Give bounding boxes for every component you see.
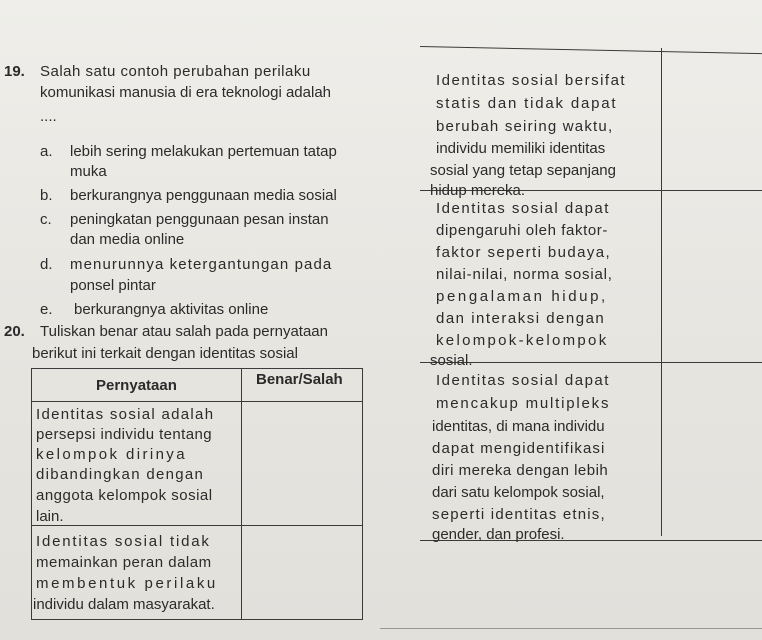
right-row-3-line-4: dapat mengidentifikasi [432, 440, 606, 457]
right-row-3-line-2: mencakup multipleks [436, 395, 611, 412]
q19-option-e-letter: e. [40, 301, 53, 318]
q19-option-c-line-2: dan media online [70, 231, 185, 248]
page-fold-line [380, 628, 762, 629]
right-row-1-answer-cell[interactable] [668, 70, 758, 186]
right-row-3-line-3: identitas, di mana individu [432, 418, 605, 435]
q19-option-e-line-1: berkurangnya aktivitas online [74, 301, 269, 318]
table-row-1-line-6: lain. [36, 508, 64, 525]
q19-option-a-line-1: lebih sering melakukan pertemuan tatap [70, 143, 337, 160]
table-row-1-line-5: anggota kelompok sosial [36, 487, 213, 504]
right-row-2-line-6: dan interaksi dengan [436, 310, 606, 327]
q19-option-d-line-1: menurunnya ketergantungan pada [70, 256, 333, 273]
right-row-2-line-4: nilai-nilai, norma sosial, [436, 266, 613, 283]
right-row-2-answer-cell[interactable] [668, 196, 758, 356]
right-row-3-answer-cell[interactable] [668, 370, 758, 534]
right-row-2-line-8: sosial. [430, 352, 473, 369]
table-row-1-line-4: dibandingkan dengan [36, 466, 205, 483]
q20-stem-line-2: berikut ini terkait dengan identitas sosial [32, 345, 298, 362]
q19-option-b-line-1: berkurangnya penggunaan media sosial [70, 187, 337, 204]
q19-option-b-letter: b. [40, 187, 53, 204]
q19-stem-line-2: komunikasi manusia di era teknologi adalah [40, 84, 332, 101]
right-row-3-line-5: diri mereka dengan lebih [432, 462, 609, 479]
right-row-1-line-6: hidup mereka. [430, 182, 526, 199]
right-table-column-divider [661, 48, 662, 536]
right-row-3-line-7: seperti identitas etnis, [432, 506, 606, 523]
table-column-divider [241, 369, 242, 619]
right-row-1-line-2: statis dan tidak dapat [436, 95, 618, 112]
q19-option-d-letter: d. [40, 256, 53, 273]
q19-option-a-line-2: muka [70, 163, 107, 180]
table-header-statement: Pernyataan [96, 377, 177, 394]
table-row-2-line-1: Identitas sosial tidak [36, 533, 211, 550]
q19-stem-line-3: .... [40, 108, 57, 125]
right-row-1-line-3: berubah seiring waktu, [436, 118, 614, 135]
right-row-1-line-4: individu memiliki identitas [436, 140, 606, 157]
q19-option-c-letter: c. [40, 211, 52, 228]
q19-number: 19. [4, 63, 25, 80]
right-row-1-line-5: sosial yang tetap sepanjang [430, 162, 616, 179]
right-row-2-line-7: kelompok-kelompok [436, 332, 609, 349]
table-header-answer: Benar/Salah [256, 371, 343, 388]
table-row-divider [32, 525, 362, 526]
right-row-2-line-1: Identitas sosial dapat [436, 200, 610, 217]
q19-option-a-letter: a. [40, 143, 53, 160]
right-row-3-line-8: gender, dan profesi. [432, 526, 565, 543]
right-row-2-line-3: faktor seperti budaya, [436, 244, 612, 261]
q20-number: 20. [4, 323, 25, 340]
table-row-1-answer-cell[interactable] [248, 406, 353, 516]
q20-stem-line-1: Tuliskan benar atau salah pada pernyataan [40, 323, 328, 340]
table-row-2-line-4: individu dalam masyarakat. [33, 596, 215, 613]
right-row-2-line-2: dipengaruhi oleh faktor- [436, 222, 609, 239]
table-row-1-line-2: persepsi individu tentang [36, 426, 212, 443]
table-header-divider [32, 401, 362, 402]
right-table-top-border [420, 46, 762, 54]
q19-stem-line-1: Salah satu contoh perubahan perilaku [40, 63, 311, 80]
right-row-3-line-1: Identitas sosial dapat [436, 372, 610, 389]
q19-option-c-line-1: peningkatan penggunaan pesan instan [70, 211, 329, 228]
table-row-2-line-3: membentuk perilaku [36, 575, 218, 592]
q19-option-d-line-2: ponsel pintar [70, 277, 156, 294]
table-row-2-answer-cell[interactable] [248, 530, 353, 614]
table-row-1-line-3: kelompok dirinya [36, 446, 187, 463]
right-row-2-line-5: pengalaman hidup, [436, 288, 608, 305]
table-row-2-line-2: memainkan peran dalam [36, 554, 212, 571]
right-row-3-line-6: dari satu kelompok sosial, [432, 484, 605, 501]
right-row-1-line-1: Identitas sosial bersifat [436, 72, 627, 89]
table-row-1-line-1: Identitas sosial adalah [36, 406, 215, 423]
